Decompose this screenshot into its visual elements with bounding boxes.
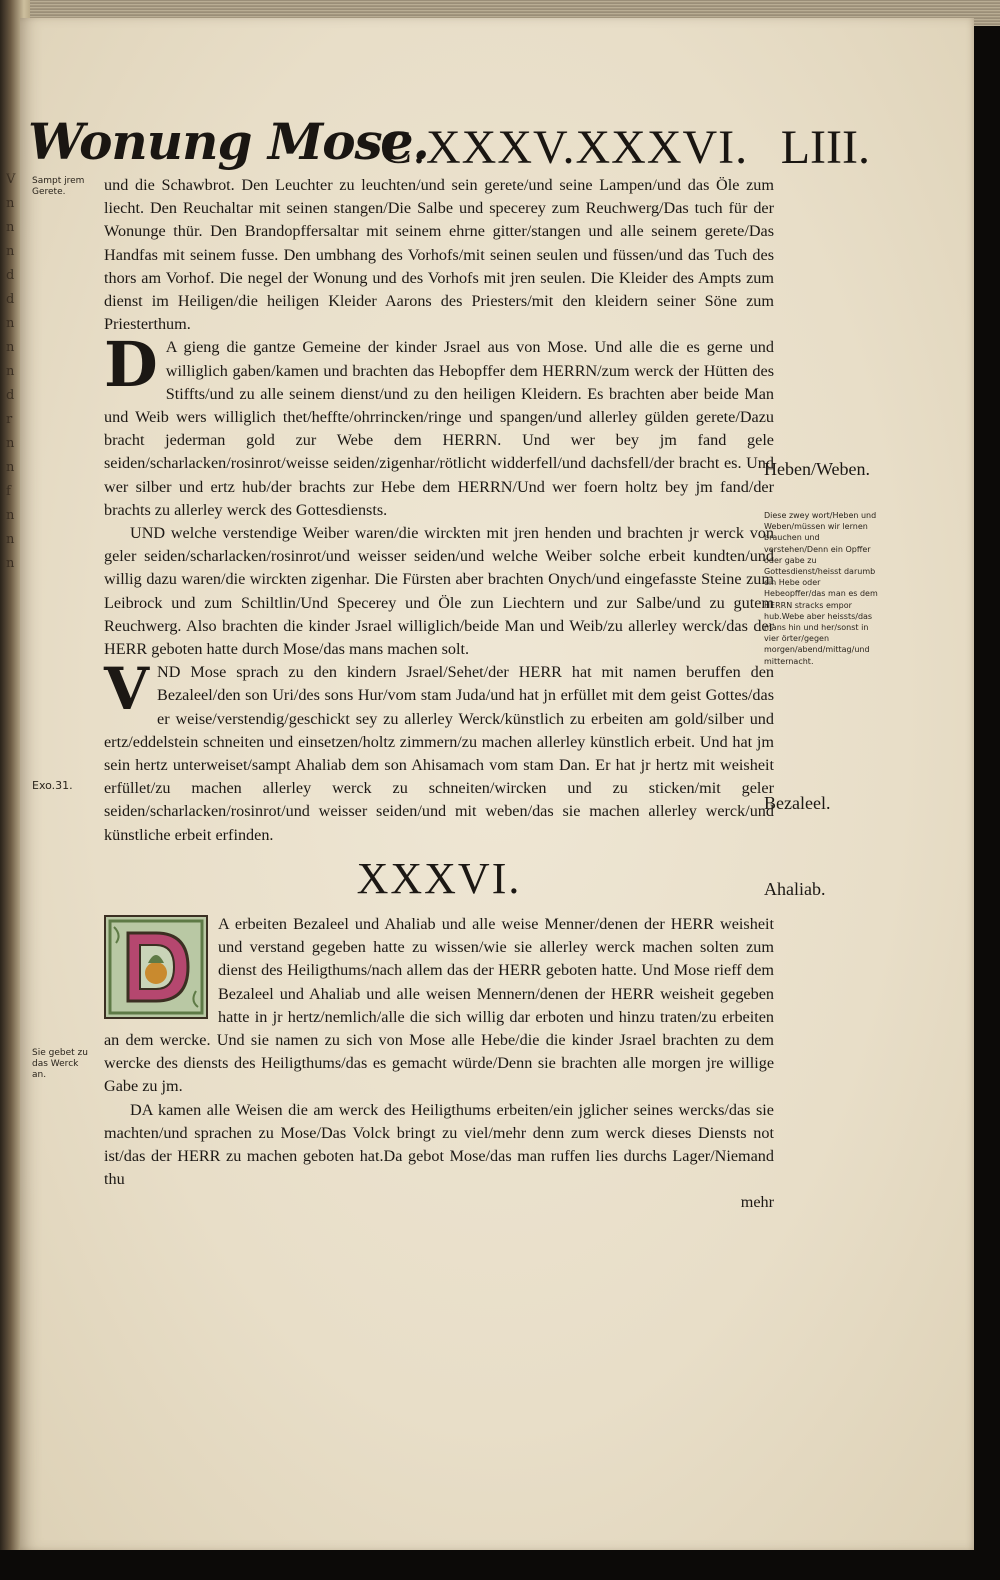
paragraph-chapter36-text: A erbeiten Bezaleel und Ahaliab und alle weise Menner/denen der HERR weisheit und verstand gegeben hatte zu wissen/wie sie allerley werck machen solten zum dienst des Heiligthums/nach allem das der HERR geboten hatte. Und Mose rieff dem Bezaleel und Ahaliab und alle weisen Mennern/denen der HERR weisheit gegeben hatte in jr hertz/nemlich/alle die sich willig dar erboten und hinzu traten/zu erbeiten an dem wercke. Und sie namen zu sich von Mose alle Hebe/die die kinder Jsrael brachten zu dem wercke des diensts des Heiligthums/das es gemacht würde/Denn sie brachten alle morgen jre willige Gabe zu jm. [104,914,774,1096]
main-text-column [104,174,774,1215]
bottom-shadow-edge [0,1550,1000,1580]
paragraph-too-much-offering: DA kamen alle Weisen die am werck des Heiligthums erbeiten/ein jglicher seines wercks/das sie machten/und sprachen zu Mose/Das Volck bringt zu viel/mehr denn zum werck dieses Diensts not ist/das der HERR zu machen geboten hat.Da gebot Mose/das man ruffen lies durchs Lager/Niemand thu [104,1100,774,1189]
header-book-title: Wonung Mose. [28,112,429,171]
paragraph-exodus-35-cont: und die Schawbrot. Den Leuchter zu leuchten/und sein gerete/und seine Lampen/und das Öle zum liecht. Den Reuchaltar mit seinen stangen/Die Salbe und specerey zum Reuchwerg/Das tuch für der Wonunge thür. Den Brandopffersaltar mit seinem ehrne gitter/stangen und alle seinem gerete/Das Handfas mit seinem fusse. Den umbhang des Vorhofs/mit seinen seulen und füssen/und das Tuch des thors am Vorhof. Die negel der Wonung und des Vorhofs mit jren seulen. Die Kleider des Ampts zum dienst im Heiligen/die heiligen Kleider Aarons des Priesters/mit den kleidern seiner Söne zum Priesterthum. [104,176,774,334]
margin-note-exodus-ref: Exo.31. [32,779,73,792]
illuminated-initial-d [104,915,208,1019]
paragraph-chapter36-opening [104,913,774,1099]
drop-cap-v: V [104,655,150,724]
drop-cap-d: D [104,328,158,402]
paragraph-women-work: UND welche verstendige Weiber waren/die wirckten mit jren henden und brachten jr werck von geler seiden/scharlacken/rosinrot/und weisser seiden/und welche Weiber solche erbeit kundten/und willig dazu waren/die wirckten zigenhar. Die Fürsten aber brachten Onych/und eingefasste Steine zum Leibrock und zum Schiltlin/Und Specerey und Öle zun Liechtern und zur Salbe/und zu gutem Reuchwerg. Also brachten die kinder Jsrael williglich/beide Man und Weib/zu allerley werck/das der HERR geboten hatte durch Mose/das mans machen solt. [104,524,774,659]
catchword: mehr [740,1193,774,1212]
margin-gloss-heben-weben: Diese zwey wort/Heben und Weben/müssen wir lernen brauchen und verstehen/Denn ein Opffer oder gabe zu Gottesdienst/heisst darumb ein Hebe oder Hebeopffer/das man es dem HERRN stracks empor hub.Webe aber heissts/das mans hin und her/sonst in vier örter/gegen morgen/abend/mittag/und mitternacht. [764,511,878,666]
paragraph-offering-text: A gieng die gantze Gemeine der kinder Jsrael aus von Mose. Und alle die es gerne und williglich gaben/kamen und brachten das Hebopffer dem HERRN/zum werck der Hütten des Stiffts/und zu alle seinem dienst/und zu den heiligen Kleidern. Es brachten aber beide Man und Weib wers williglich thet/heffte/ohrrincken/ringe und spangen/und allerley gülden gerete/Dazu bracht jederman gold zur Webe dem HERRN. Und wer bey jm fand gele seiden/scharlacken/rosinrot/weisse seiden/zigenhar/rötlicht widderfell/und dachsfell/der bracht es. Und wer silber und ertz hub/der brachts zur Hebe dem HERRN/Und wer foern holtz bey jm fand/der brachts zu allerley werck des Gottesdiensts. [104,338,774,519]
chapter-heading-36: XXXVI. [356,853,522,903]
paragraph-offering [104,328,774,522]
header-chapter: C.XXXV.XXXVI. [380,121,749,174]
margin-note-chapter36: Sie gebet zu das Werck an. [32,1048,88,1080]
paragraph-bezaleel [104,655,774,847]
margin-note-bezaleel: Bezaleel. [764,793,831,813]
facing-page-edge-text: V n n n d d n n n d r n n f n n n [6,172,16,571]
paragraph-bezaleel-text: ND Mose sprach zu den kindern Jsrael/Sehet/der HERR hat mit namen beruffen den Bezaleel/den son Uri/des sons Hur/vom stam Juda/und hat jn erfüllet mit dem geist Gottes/das er weise/verstendig/geschickt sey zu allerley Werck/künstlich zu erbeiten am gold/silber und ertz/eddelstein schneiten und einsetzen/holtz zimmern/zu machen allerley künstlich erbeit. Und hat jm sein hertz unterweiset/sampt Ahaliab dem son Ahisamach vom stam Dan. Er hat jr hertz mit weisheit erfüllet/zu machen allerley werck zu schneiten/wircken und zu sticken/mit geler seiden/scharlacken/rosinrot/und weisser seiden/und mit weben/das sie machen allerley werck/und künstliche erbeit erfinden. [104,663,774,844]
illuminated-initial-graphic [106,917,206,1017]
margin-note-ahaliab: Ahaliab. [764,879,826,899]
margin-note-sampt: Sampt jrem Gerete. [32,176,85,197]
margin-note-heben-weben: Heben/Weben. [764,459,871,479]
book-page [6,18,974,1550]
header-folio-number: LIII. [780,121,870,174]
